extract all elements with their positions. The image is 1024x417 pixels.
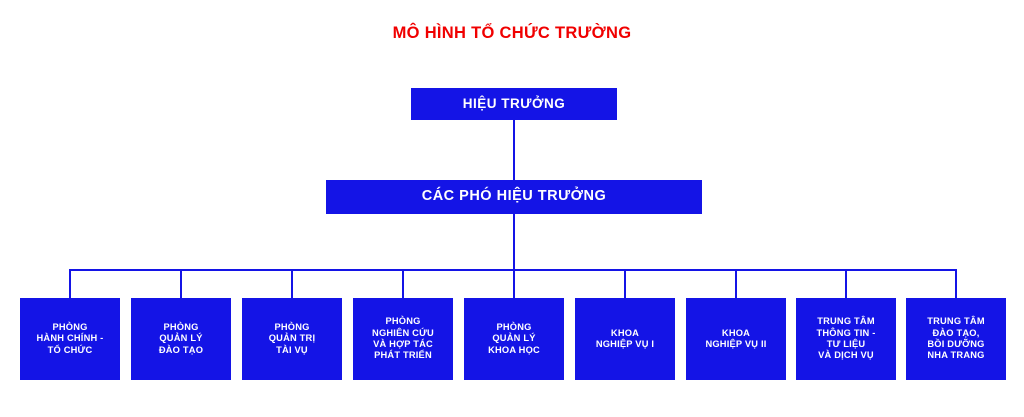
connector-vice-to-bus [513, 214, 515, 270]
chart-title: MÔ HÌNH TỔ CHỨC TRƯỜNG [392, 24, 632, 42]
connector-principal-to-vice [513, 120, 515, 180]
node-department-7-label: KHOA NGHIỆP VỤ II [705, 327, 767, 349]
connector-drop-6 [624, 269, 626, 298]
node-department-4 [353, 298, 453, 380]
connector-drop-3 [291, 269, 293, 298]
connector-drop-9 [955, 269, 957, 298]
node-department-6-label: KHOA NGHIỆP VỤ I [595, 327, 655, 349]
connector-drop-1 [69, 269, 71, 298]
node-vice-principals-label: CÁC PHÓ HIỆU TRƯỞNG [421, 188, 607, 205]
node-principal [411, 88, 617, 120]
node-department-9 [906, 298, 1006, 380]
node-department-4-label: PHÒNG NGHIÊN CỨU VÀ HỢP TÁC PHÁT TRIỂN [372, 316, 434, 361]
node-department-5-label: PHÒNG QUẢN LÝ KHOA HỌC [488, 322, 540, 355]
node-department-3 [242, 298, 342, 380]
node-department-9-label: TRUNG TÂM ĐÀO TẠO, BỒI DƯỠNG NHA TRANG [927, 316, 985, 361]
node-principal-label: HIỆU TRƯỞNG [462, 95, 566, 111]
connector-drop-5 [513, 269, 515, 298]
connector-drop-7 [735, 269, 737, 298]
node-department-5 [464, 298, 564, 380]
node-department-7 [686, 298, 786, 380]
node-department-8 [796, 298, 896, 380]
connector-drop-2 [180, 269, 182, 298]
node-department-1-label: PHÒNG HÀNH CHÍNH - TỔ CHỨC [36, 322, 104, 355]
connector-drop-4 [402, 269, 404, 298]
node-vice-principals [326, 180, 702, 214]
node-department-3-label: PHÒNG QUẢN TRỊ TÀI VỤ [268, 322, 316, 355]
node-department-8-label: TRUNG TÂM THÔNG TIN - TƯ LIỆU VÀ DỊCH VỤ [816, 316, 876, 361]
node-department-2-label: PHÒNG QUẢN LÝ ĐÀO TẠO [158, 322, 204, 355]
node-department-6 [575, 298, 675, 380]
node-department-1 [20, 298, 120, 380]
connector-drop-8 [845, 269, 847, 298]
node-department-2 [131, 298, 231, 380]
